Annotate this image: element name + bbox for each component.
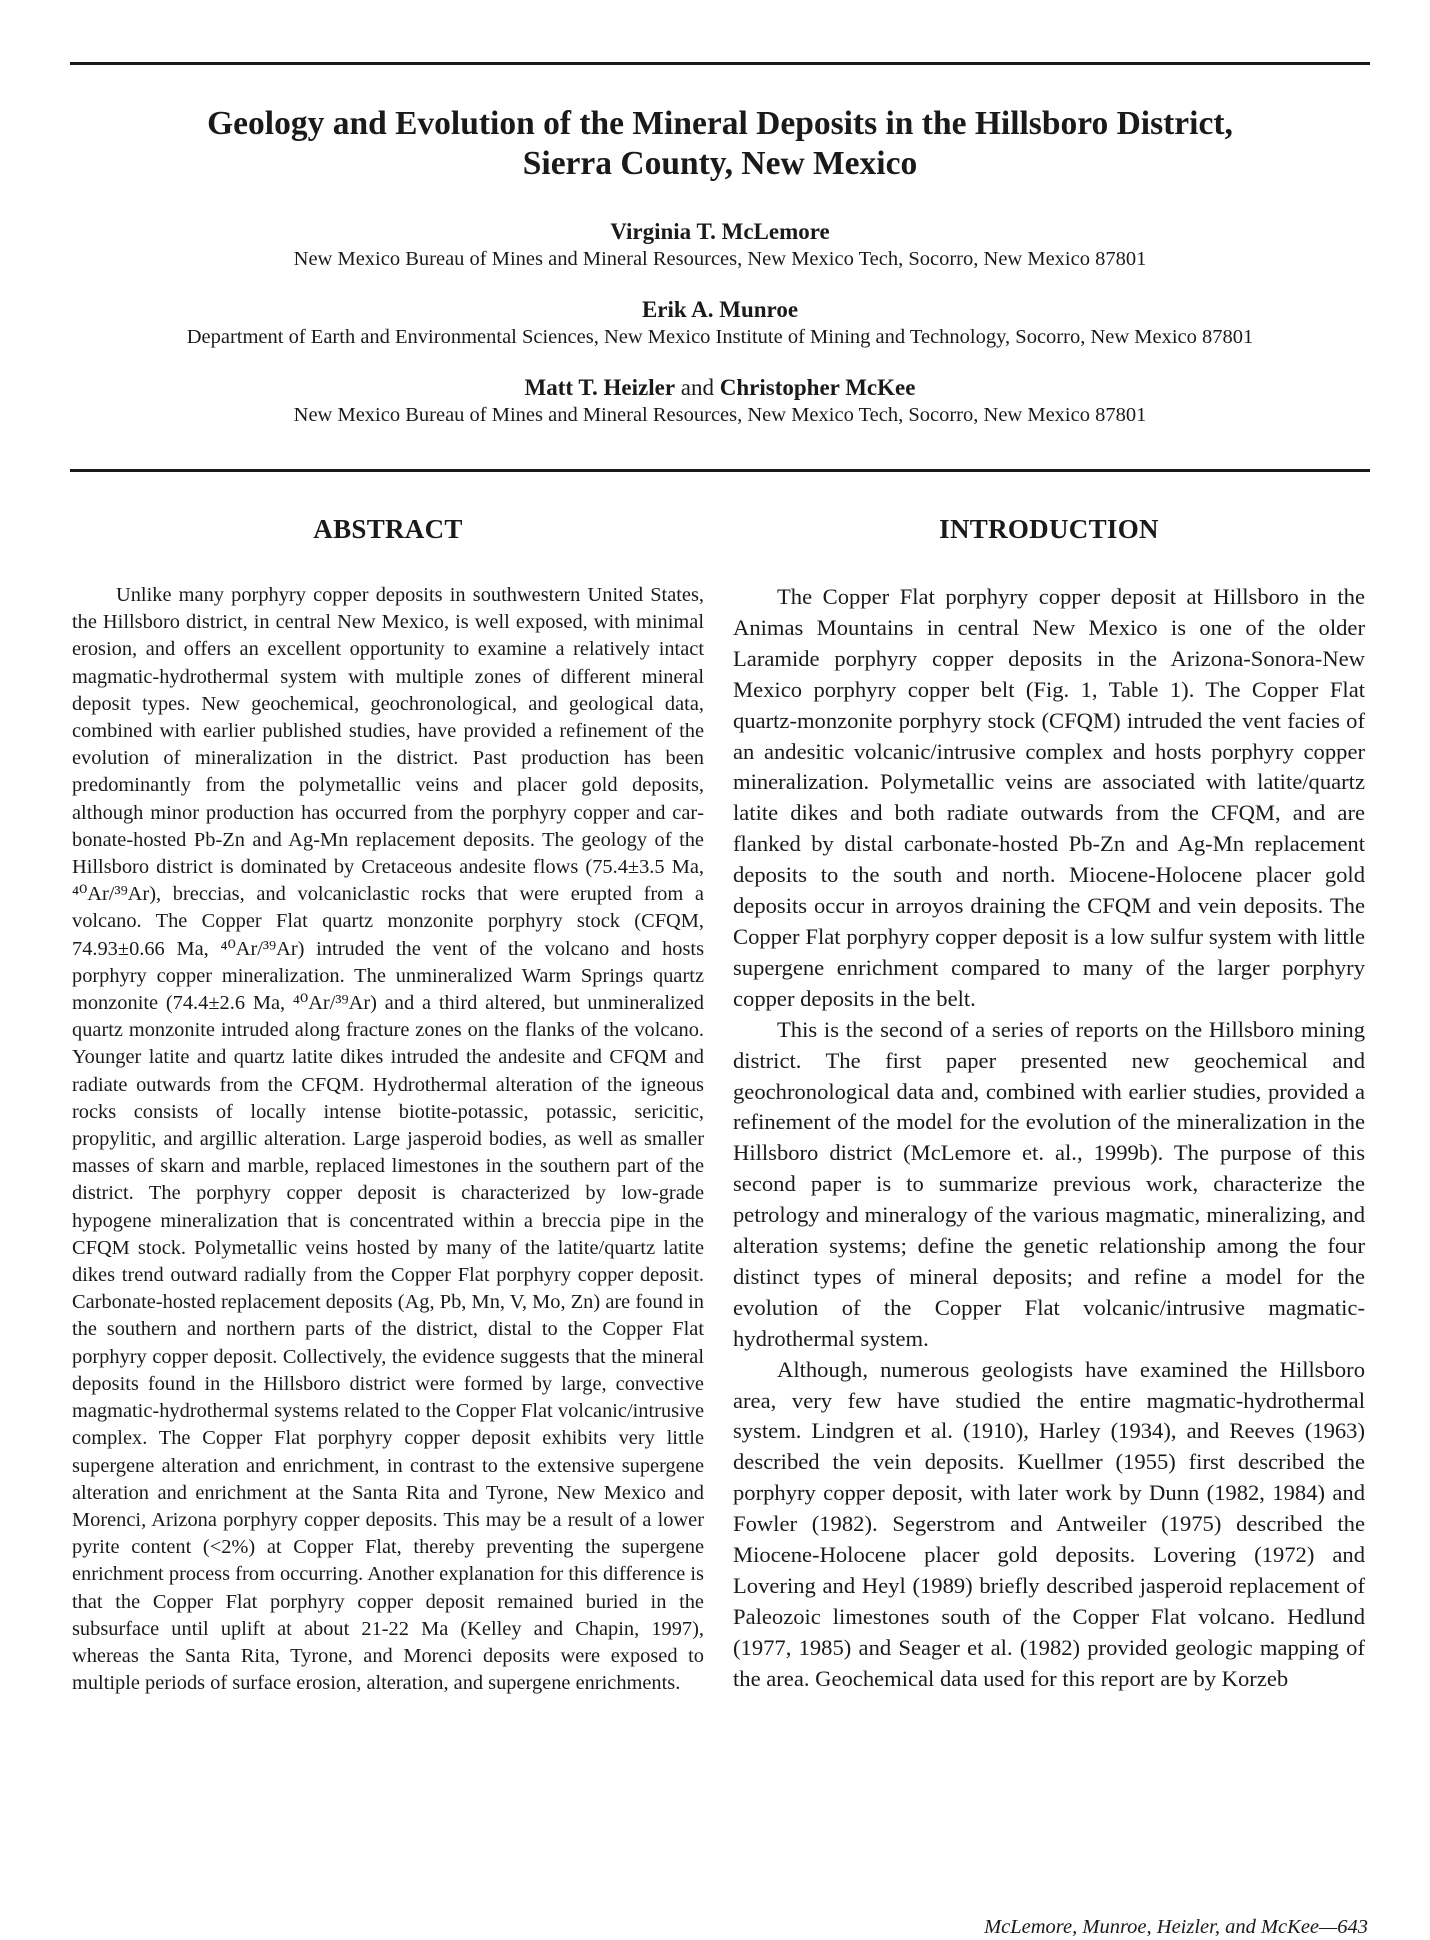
author-block-1 [70, 218, 1370, 272]
intro-paragraph-1: The Copper Flat porphyry copper deposit at Hillsboro in the Animas Mountains in central New Mexico is one of the older Laramide porphyry copper deposits in the Arizona-Sonora-New Mexico porphyry copper belt (Fig. 1, Table 1). The Copper Flat quartz-monzonite porphyry stock (CFQM) intruded the vent facies of an andesitic volcanic/intrusive complex and hosts porphyry copper mineralization. Polymetallic veins are associated with latite/quartz latite dikes and both radiate outwards from the CFQM, and are flanked by distal carbonate-hosted Pb-Zn and Ag-Mn replacement deposits to the south and north. Miocene-Holocene placer gold deposits occur in arroyos draining the CFQM and vein deposits. The Copper Flat porphyry copper deposit is a low sulfur system with little supergene enrichment compared to many of the larger porphyry copper deposits in the belt. [733, 584, 1365, 1011]
author-name: Erik A. Munroe [641, 297, 799, 322]
title-line-2: Sierra County, New Mexico [522, 145, 918, 182]
title-line-1: Geology and Evolution of the Mineral Deposits in the Hillsboro District, [207, 105, 1233, 142]
introduction-heading: INTRODUCTION [939, 514, 1159, 544]
author-name: Matt T. Heizler [524, 375, 676, 400]
author-block-2 [70, 296, 1370, 350]
left-column [72, 512, 704, 1697]
page-title [70, 104, 1370, 184]
author-affiliation: New Mexico Bureau of Mines and Mineral Resources, New Mexico Tech, Socorro, New Mexico 87801 [293, 404, 1147, 426]
intro-paragraph-2: This is the second of a series of reports on the Hillsboro mining district. The first paper presented new geochemical and geochronological data and, combined with earlier studies, provided a refinement of the model for the evolution of the mineralization in the Hillsboro district (McLemore et. al., 1999b). The purpose of this second paper is to summarize previous work, characterize the petrology and mineralogy of the various magmatic, mineralizing, and alteration systems; define the genetic relationship among the four distinct types of mineral deposits; and refine a model for the evolution of the Copper Flat volcanic/intrusive magmatic-hydrothermal system. [733, 1016, 1365, 1351]
header-divider [70, 469, 1370, 472]
author-names [70, 374, 1370, 402]
author-block-3 [70, 374, 1370, 428]
intro-paragraph-3: Although, numerous geologists have examined the Hillsboro area, very few have studied the entire magmatic-hydrothermal system. Lindgren et al. (1910), Harley (1934), and Reeves (1963) described the vein deposits. Kuellmer (1955) first described the porphyry copper deposit, with later work by Dunn (1982, 1984) and Fowler (1982). Segerstrom and Antweiler (1975) described the Miocene-Holocene placer gold deposits. Lovering (1972) and Lovering and Heyl (1989) briefly described jasperoid replacement of Paleozoic limestones south of the Copper Flat volcano. Hedlund (1977, 1985) and Seager et al. (1982) provided geologic mapping of the area. Geochemical data used for this report are by Korzeb [733, 1356, 1365, 1691]
abstract-heading: ABSTRACT [313, 514, 463, 544]
author-name: Christopher McKee [719, 375, 916, 400]
top-rule [70, 62, 1370, 65]
author-name: Virginia T. McLemore [610, 219, 830, 244]
abstract-body: Unlike many porphyry copper deposits in southwestern United States, the Hillsboro district, in central New Mexico, is well exposed, with minimal erosion, and offers an excellent opportunity to examine a relatively intact magmatic-hydrothermal system with multiple zones of different mineral deposit types. New geochemical, geochronological, and geological data, combined with earlier published studies, have provided a refinement of the evolution of mineralization in the district. Past production has been predominantly from the polymetallic veins and placer gold deposits, although minor production has occurred from the porphyry copper and carbonate-hosted Pb-Zn and Ag-Mn replacement deposits. The geology of the Hillsboro district is dominated by Cretaceous andesite flows (75.4±3.5 Ma, ⁴⁰Ar/³⁹Ar), breccias, and volcaniclastic rocks that were erupted from a volcano. The Copper Flat quartz monzonite porphyry stock (CFQM, 74.93±0.66 Ma, ⁴⁰Ar/³⁹Ar) intruded the vent of the volcano and hosts porphyry copper mineralization. The unmineralized Warm Springs quartz monzonite (74.4±2.6 Ma, ⁴⁰Ar/³⁹Ar) and a third altered, but unmineralized quartz monzonite intruded along fracture zones on the flanks of the volcano. Younger latite and quartz latite dikes intruded the andesite and CFQM and radiate outwards from the CFQM. Hydrothermal alteration of the igneous rocks consists of locally intense biotite-potassic, potassic, sericitic, propylitic, and argillic alteration. Large jasperoid bodies, as well as smaller masses of skarn and marble, replaced limestones in the southern part of the district. The porphyry copper deposit is characterized by low-grade hypogene mineralization that is concentrated within a breccia pipe in the CFQM stock. Polymetallic veins hosted by many of the latite/quartz latite dikes trend outward radially from the Copper Flat porphyry copper deposit. Carbonate-hosted replacement deposits (Ag, Pb, Mn, V, Mo, Zn) are found in the southern and northern parts of the district, distal to the Copper Flat porphyry copper deposit. Collectively, the evidence suggests that the mineral deposits found in the Hillsboro district were formed by large, convective magmatic-hydrothermal systems related to the Copper Flat volcanic/intrusive complex. The Copper Flat porphyry copper deposit exhibits very little supergene alteration and enrichment, in contrast to the extensive supergene alteration and enrichment at the Santa Rita and Tyrone, New Mexico and Morenci, Arizona porphyry copper deposits. This may be a result of a lower pyrite content (<2%) at Copper Flat, thereby preventing the supergene enrichment process from occurring. Another explanation for this difference is that the Copper Flat porphyry copper deposit remained buried in the subsurface until uplift at about 21-22 Ma (Kelley and Chapin, 1997), whereas the Santa Rita, Tyrone, and Morenci deposits were exposed to multiple periods of surface erosion, alteration, and supergene enrichments. [72, 584, 704, 1695]
author-affiliation: Department of Earth and Environmental Sciences, New Mexico Institute of Mining and Technology, Socorro, New Mexico 87801 [186, 326, 1254, 348]
page-footer: McLemore, Munroe, Heizler, and McKee—643 [984, 1916, 1368, 1938]
author-affiliation: New Mexico Bureau of Mines and Mineral Resources, New Mexico Tech, Socorro, New Mexico 87801 [293, 248, 1147, 270]
right-column [733, 512, 1365, 1695]
author-joiner: and [675, 375, 720, 400]
